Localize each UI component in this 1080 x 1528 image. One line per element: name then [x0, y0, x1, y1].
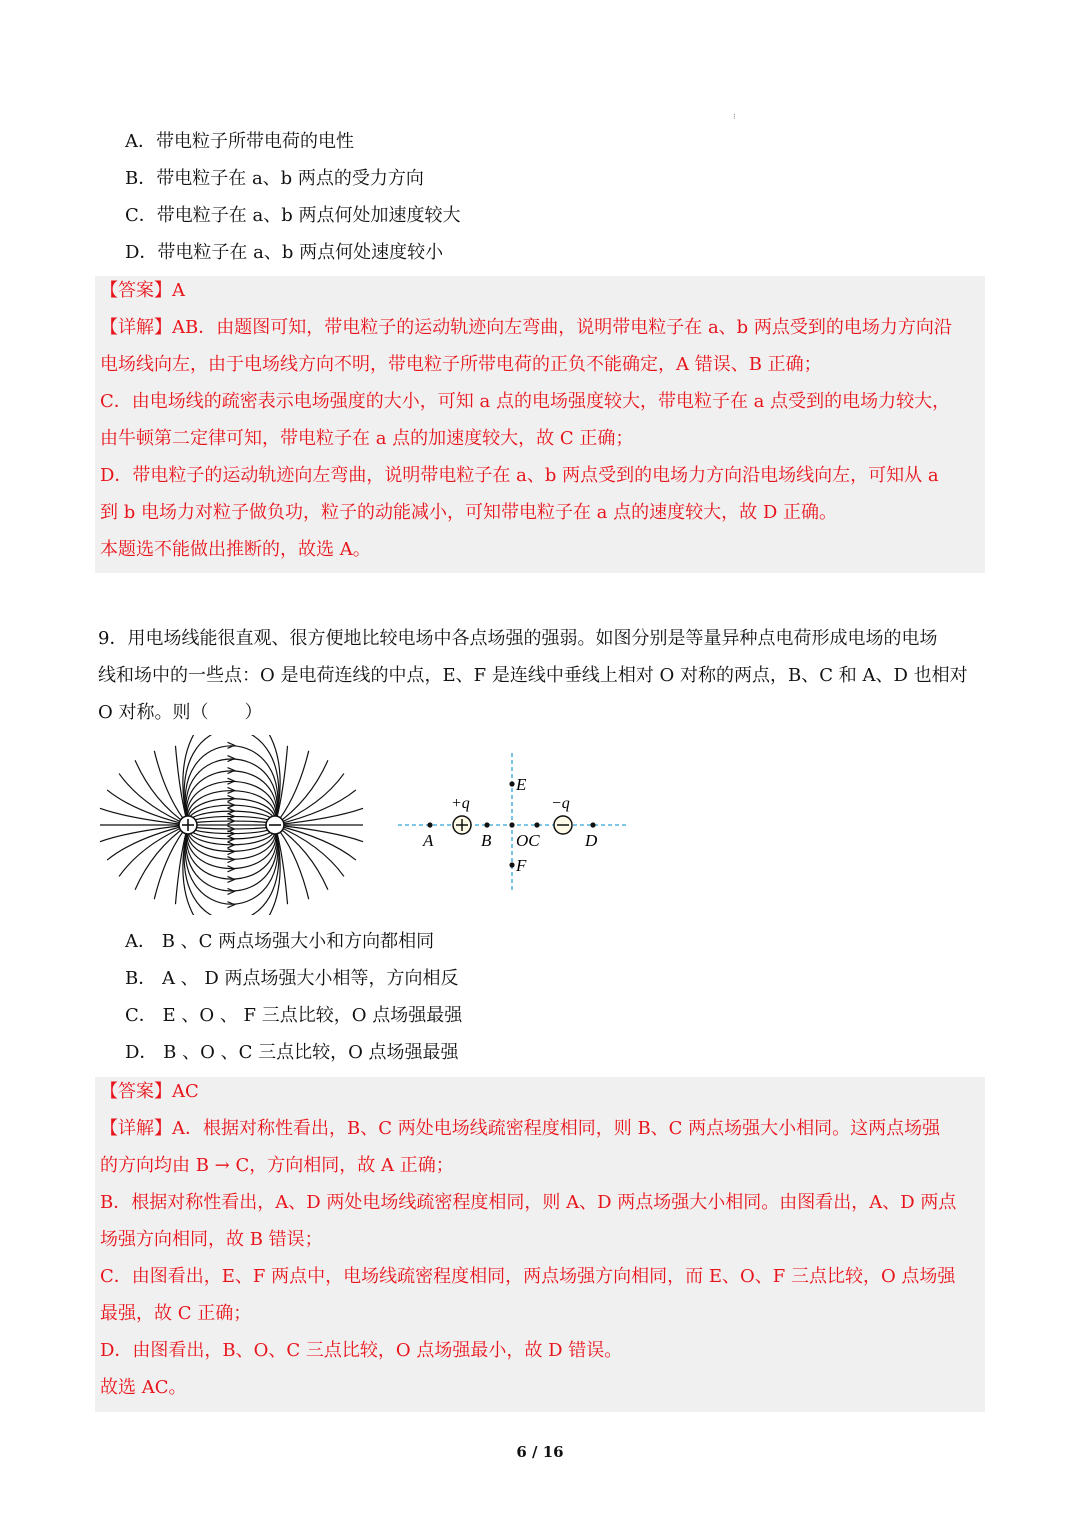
q9-option-a: A． B 、C 两点场强大小和方向都相同	[125, 931, 435, 952]
label-a: A	[423, 831, 434, 850]
q9-option-c: C． E 、O 、 F 三点比较，O 点场强最强	[125, 1005, 463, 1026]
q9-stem-line: 9．用电场线能很直观、很方便地比较电场中各点场强的强弱。如图分别是等量异种点电荷形成电场的电场	[98, 628, 938, 649]
prev-detail-line: C．由电场线的疏密表示电场强度的大小，可知 a 点的电场强度较大，带电粒子在 a 点受到的电场力较大，	[100, 391, 951, 412]
q9-stem-line: O 对称。则（ ）	[98, 702, 263, 723]
tiny-mark: ⁝	[733, 112, 736, 121]
negative-charge-icon	[266, 816, 284, 834]
prev-option-d: D．带电粒子在 a、b 两点何处速度较小	[125, 242, 444, 263]
field-lines-figure	[95, 735, 375, 915]
point-o-dot	[509, 822, 514, 827]
q9-detail-line: 的方向均由 B → C，方向相同，故 A 正确；	[100, 1155, 454, 1176]
q9-option-b: B． A 、 D 两点场强大小相等，方向相反	[125, 968, 459, 989]
field-line	[275, 825, 328, 890]
point-diagram	[395, 750, 635, 895]
prev-detail-line: 到 b 电场力对粒子做负功，粒子的动能减小，可知带电粒子在 a 点的速度较大，故 D 正确。	[100, 502, 838, 523]
field-line	[275, 760, 328, 825]
label-b: B	[481, 831, 492, 850]
point-a-dot	[427, 822, 432, 827]
q9-detail-line: D．由图看出，B、O、C 三点比较，O 点场强最小，故 D 错误。	[100, 1340, 623, 1361]
prev-answer: 【答案】A	[100, 280, 185, 301]
label-e: E	[516, 775, 527, 794]
prev-detail-line: D．带电粒子的运动轨迹向左弯曲，说明带电粒子在 a、b 两点受到的电场力方向沿电场线向左，可知从 a	[100, 465, 939, 486]
point-c-dot	[534, 822, 539, 827]
label-oc: OC	[516, 831, 540, 850]
q9-detail-line: C．由图看出，E、F 两点中，电场线疏密程度相同，两点场强方向相同，而 E、O、F 三点比较，O 点场强	[100, 1266, 956, 1287]
point-f-dot	[509, 862, 514, 867]
label-plus-q: +q	[451, 795, 470, 812]
q9-answer-box	[95, 1077, 985, 1412]
prev-option-c: C．带电粒子在 a、b 两点何处加速度较大	[125, 205, 461, 226]
point-e-dot	[509, 781, 514, 786]
label-d: D	[585, 831, 598, 850]
positive-charge-icon	[179, 816, 197, 834]
prev-answer-box	[95, 276, 985, 573]
prev-option-b: B．带电粒子在 a、b 两点的受力方向	[125, 168, 424, 189]
prev-detail-line: 【详解】AB．由题图可知，带电粒子的运动轨迹向左弯曲，说明带电粒子在 a、b 两点受到的电场力方向沿	[100, 317, 952, 338]
q9-stem-line: 线和场中的一些点：O 是电荷连线的中点，E、F 是连线中垂线上相对 O 对称的两点，B、C 和 A、D 也相对	[98, 665, 968, 686]
point-d-dot	[590, 822, 595, 827]
field-line	[135, 825, 188, 890]
q9-detail-line: 故选 AC。	[100, 1377, 187, 1398]
page-number: 6 / 16	[516, 1443, 564, 1461]
prev-detail-line: 由牛顿第二定律可知，带电粒子在 a 点的加速度较大，故 C 正确；	[100, 428, 634, 449]
point-b-dot	[484, 822, 489, 827]
q9-detail-line: 最强，故 C 正确；	[100, 1303, 252, 1324]
q9-detail-line: 【详解】A．根据对称性看出，B、C 两处电场线疏密程度相同，则 B、C 两点场强大小相同。这两点场强	[100, 1118, 941, 1139]
q9-detail-line: B．根据对称性看出，A、D 两处电场线疏密程度相同，则 A、D 两点场强大小相同。由图看出，A、D 两点	[100, 1192, 957, 1213]
prev-detail-line: 本题选不能做出推断的，故选 A。	[100, 539, 371, 560]
positive-charge-icon	[453, 816, 471, 834]
field-line	[135, 760, 188, 825]
prev-option-a: A．带电粒子所带电荷的电性	[125, 131, 354, 152]
negative-charge-icon	[554, 816, 572, 834]
q9-answer: 【答案】AC	[100, 1081, 199, 1102]
q9-option-d: D． B 、O 、C 三点比较，O 点场强最强	[125, 1042, 459, 1063]
q9-detail-line: 场强方向相同，故 B 错误；	[100, 1229, 323, 1250]
prev-detail-line: 电场线向左，由于电场线方向不明，带电粒子所带电荷的正负不能确定，A 错误、B 正确；	[100, 354, 822, 375]
label-f: F	[516, 856, 527, 875]
label-minus-q: −q	[551, 795, 570, 812]
